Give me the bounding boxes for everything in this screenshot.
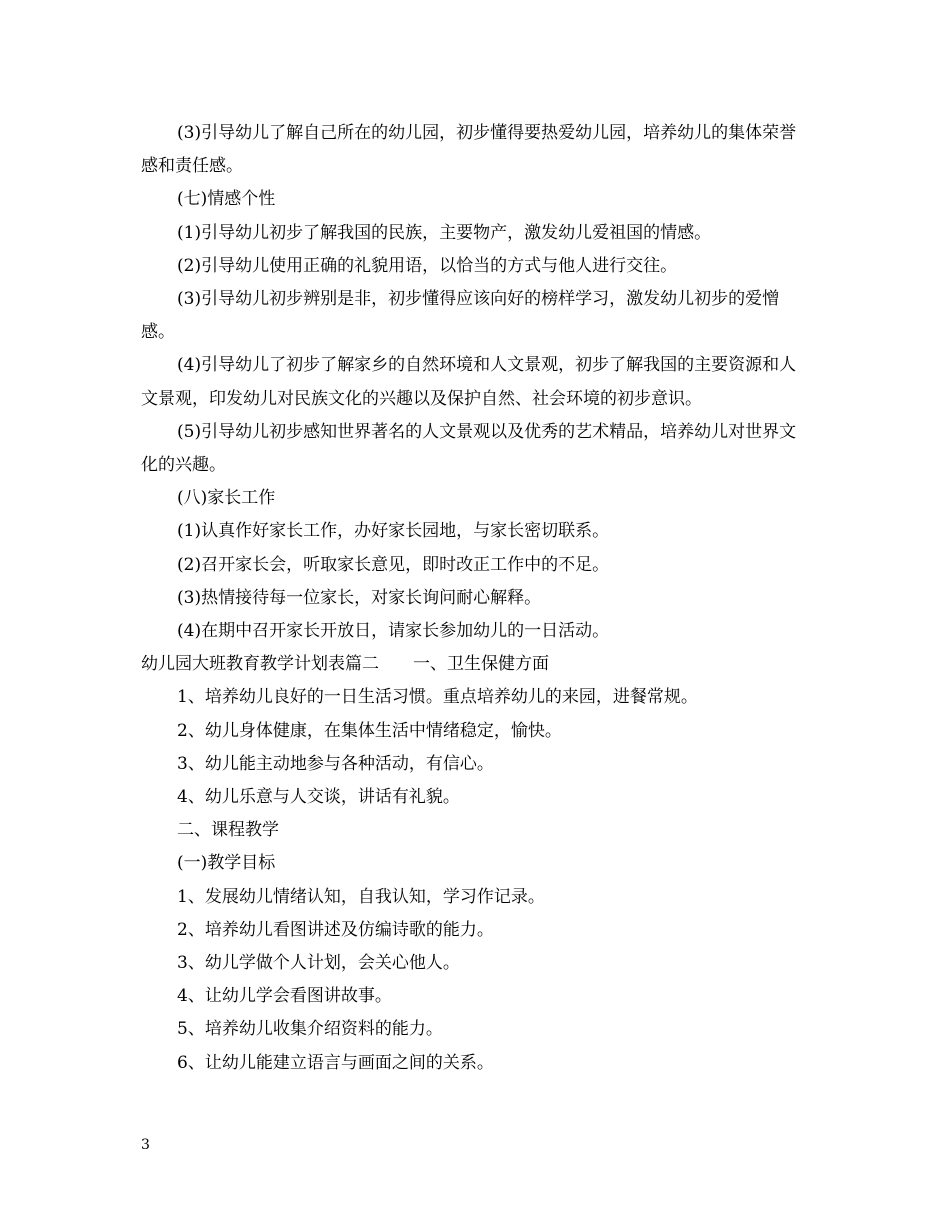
page-number: 3 bbox=[141, 1137, 150, 1153]
body-paragraph: 4、让幼儿学会看图讲故事。 bbox=[177, 986, 392, 1007]
body-paragraph: 1、培养幼儿良好的一日生活习惯。重点培养幼儿的来园，进餐常规。 bbox=[177, 687, 698, 708]
body-paragraph: (七)情感个性 bbox=[177, 189, 276, 210]
body-paragraph: (2)召开家长会，听取家长意见，即时改正工作中的不足。 bbox=[177, 554, 610, 575]
body-paragraph: (一)教学目标 bbox=[177, 853, 276, 874]
body-paragraph: (4)引导幼儿了初步了解家乡的自然环境和人文景观，初步了解我国的主要资源和人文景观，印发幼儿对民族文化的兴趣以及保护自然、社会环境的初步意识。 bbox=[141, 355, 797, 409]
body-paragraph: 3、幼儿学做个人计划，会关心他人。 bbox=[177, 953, 460, 974]
body-paragraph: (3)引导幼儿初步辨别是非，初步懂得应该向好的榜样学习，激发幼儿初步的爱憎感。 bbox=[141, 289, 780, 343]
body-paragraph: 2、幼儿身体健康，在集体生活中情绪稳定，愉快。 bbox=[177, 720, 562, 741]
body-paragraph: (八)家长工作 bbox=[177, 488, 276, 509]
body-paragraph: 6、让幼儿能建立语言与画面之间的关系。 bbox=[177, 1052, 494, 1073]
document-body bbox=[141, 117, 813, 1080]
body-paragraph: (2)引导幼儿使用正确的礼貌用语，以恰当的方式与他人进行交往。 bbox=[177, 255, 678, 276]
body-paragraph: (1)认真作好家长工作，办好家长园地，与家长密切联系。 bbox=[177, 521, 610, 542]
body-paragraph: 二、课程教学 bbox=[177, 820, 279, 841]
body-paragraph: (3)热情接待每一位家长，对家长询问耐心解释。 bbox=[177, 587, 542, 608]
section-heading-paragraph: 幼儿园大班教育教学计划表篇二 一、卫生保健方面 bbox=[141, 654, 549, 675]
body-paragraph: 4、幼儿乐意与人交谈，讲话有礼貌。 bbox=[177, 787, 460, 808]
body-paragraph: 2、培养幼儿看图讲述及仿编诗歌的能力。 bbox=[177, 919, 494, 940]
body-paragraph: 5、培养幼儿收集介绍资料的能力。 bbox=[177, 1019, 443, 1040]
body-paragraph: (3)引导幼儿了解自己所在的幼儿园，初步懂得要热爱幼儿园，培养幼儿的集体荣誉感和责任感。 bbox=[141, 123, 797, 177]
body-paragraph: 1、发展幼儿情绪认知，自我认知，学习作记录。 bbox=[177, 886, 545, 907]
body-paragraph: (4)在期中召开家长开放日，请家长参加幼儿的一日活动。 bbox=[177, 621, 610, 642]
body-paragraph: 3、幼儿能主动地参与各种活动，有信心。 bbox=[177, 753, 494, 774]
body-paragraph: (1)引导幼儿初步了解我国的民族，主要物产，激发幼儿爱祖国的情感。 bbox=[177, 222, 712, 243]
body-paragraph: (5)引导幼儿初步感知世界著名的人文景观以及优秀的艺术精品，培养幼儿对世界文化的兴趣。 bbox=[141, 421, 797, 476]
